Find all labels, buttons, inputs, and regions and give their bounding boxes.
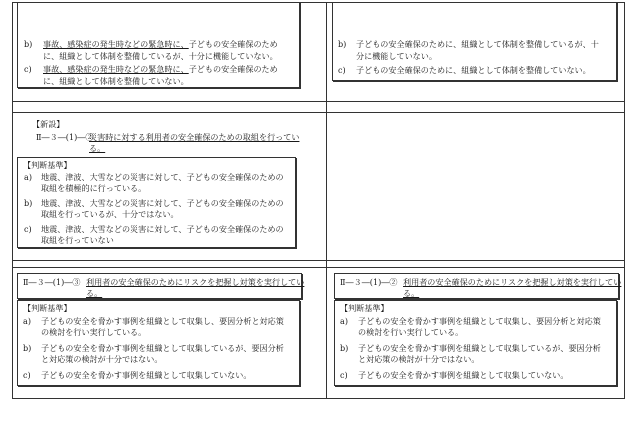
item-mark: c): [340, 370, 348, 380]
item-line: 子どもの安全確保のために、組織として体制を整備しているが、十: [356, 39, 599, 49]
item-line: 地震、津波、大雪などの災害に対して、子どもの安全確保のための: [41, 172, 284, 182]
item-mark: c): [24, 224, 32, 234]
item-line: 子どもの安全確保のために、組織として体制を整備していない。: [356, 65, 591, 75]
item-line: 子どもの安全を脅かす事例を組織として収集し、要因分析と対応策: [41, 316, 284, 326]
item-line: 取組を積極的に行っている。: [41, 183, 147, 193]
item-underlined-text: 事故、感染症の発生時などの緊急時に、: [43, 64, 189, 74]
table-divider: [326, 2, 327, 399]
item-line: に、組織として体制を整備していない。: [43, 76, 189, 86]
item-underlined-text: 事故、感染症の発生時などの緊急時に、: [43, 39, 189, 49]
item-line: 取組を行っているが、十分ではない。: [41, 209, 179, 219]
section-code: Ⅱ―３―(1)―②: [340, 277, 398, 287]
item-line: 地震、津波、大雪などの災害に対して、子どもの安全確保のための: [41, 198, 284, 208]
section-code: Ⅱ―３―(1)―②: [36, 132, 94, 142]
item-line: 子どもの安全を脅かす事例を組織として収集しているが、要因分析: [358, 343, 601, 353]
item-line: 地震、津波、大雪などの災害に対して、子どもの安全確保のための: [41, 224, 284, 234]
item-text: 子どもの安全確保のため: [188, 64, 278, 74]
item-mark: c): [23, 370, 31, 380]
item-line: に、組織として体制を整備しているが、十分に機能していない。: [43, 51, 278, 61]
criteria-title: 【判断基準】: [23, 160, 72, 170]
item-mark: b): [24, 39, 33, 49]
section-heading: 利用者の安全確保のためにリスクを把握し対策を実行してい: [86, 277, 305, 287]
item-mark: a): [23, 316, 31, 326]
item-mark: b): [340, 343, 349, 353]
table-rule-3: [12, 260, 624, 261]
item-mark: c): [338, 65, 346, 75]
criteria-title: 【判断基準】: [340, 303, 389, 313]
item-line: の検討を行い実行している。: [358, 327, 464, 337]
item-line: [43, 64, 278, 75]
table-border-left: [12, 2, 13, 399]
item-line: 子どもの安全を脅かす事例を組織として収集していない。: [358, 370, 569, 380]
table-rule-4: [12, 267, 624, 268]
table-rule-bottom: [12, 398, 624, 399]
item-line: と対応策の検討が十分ではない。: [358, 354, 480, 364]
item-line: 子どもの安全を脅かす事例を組織として収集しているが、要因分析: [41, 343, 284, 353]
table-border-right: [624, 2, 625, 399]
section-heading: る。: [89, 143, 106, 153]
item-line: と対応策の検討が十分ではない。: [41, 354, 163, 364]
item-mark: a): [24, 172, 32, 182]
item-line: 取組を行っていない: [41, 235, 114, 245]
item-line: 分に機能していない。: [356, 51, 437, 61]
item-mark: c): [24, 64, 32, 74]
item-mark: b): [338, 39, 347, 49]
section-heading: る。: [86, 288, 103, 298]
item-line: [43, 39, 278, 50]
item-line: の検討を行い実行している。: [41, 327, 147, 337]
item-line: 子どもの安全を脅かす事例を組織として収集していない。: [41, 370, 252, 380]
table-rule-1: [12, 101, 624, 102]
item-mark: a): [340, 316, 348, 326]
item-text: 子どもの安全確保のため: [188, 39, 278, 49]
section-heading: 災害時に対する利用者の安全確保のための取組を行ってい: [89, 132, 300, 142]
table-rule-2: [12, 112, 624, 113]
item-mark: b): [24, 198, 33, 208]
section-heading: る。: [403, 288, 420, 298]
new-tag: 【新設】: [32, 119, 65, 129]
item-line: 子どもの安全を脅かす事例を組織として収集し、要因分析と対応策: [358, 316, 601, 326]
section-code: Ⅱ―３―(1)―③: [23, 277, 81, 287]
section-heading: 利用者の安全確保のためにリスクを把握し対策を実行してい: [403, 277, 622, 287]
item-mark: b): [23, 343, 32, 353]
criteria-title: 【判断基準】: [23, 303, 72, 313]
